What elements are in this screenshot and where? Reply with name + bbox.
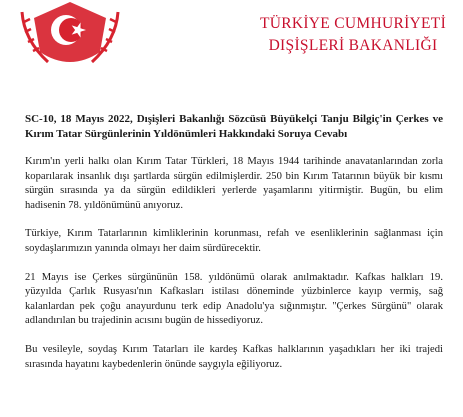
document-title: SC-10, 18 Mayıs 2022, Dışişleri Bakanlığı Sözcüsü Büyükelçi Tanju Bilgiç'in Çerkes ve Kırım Tatar Sürgünlerinin Yıldönümleri Hakkındaki Soruya Cevabı <box>25 113 443 140</box>
letterhead <box>0 0 463 92</box>
turkish-ministry-emblem-icon <box>14 0 126 72</box>
paragraph-1: Kırım'ın yerli halkı olan Kırım Tatar Türkleri, 18 Mayıs 1944 tarihinde anavatanlarından zorla koparılarak insanlık dışı şartlarda sürgün edilmişlerdir. 250 bin Kırım Tatarının büyük bir kısmı sürgün sırasında ya da sürgün edildikleri yerlerde yaşamlarını yitirmiştir. Bugün, bu elim hadisenin 78. yıldönümünü anıyoruz. <box>25 156 443 211</box>
ministry-name <box>258 13 448 57</box>
document-body <box>25 112 443 386</box>
paragraph-4: Bu vesileyle, soydaş Kırım Tatarları ile kardeş Kafkas halklarının yaşadıkları her iki trajedi sırasında hayatını kaybedenlerin önünde saygıyla eğiliyoruz. <box>25 343 443 370</box>
ministry-name-line1: TÜRKİYE CUMHURİYETİ <box>259 15 447 32</box>
paragraph-2: Türkiye, Kırım Tatarlarının kimliklerinin korunması, refah ve esenliklerinin sağlanması için soydaşlarımızın yanında olmayı her daim sürdürecektir. <box>25 228 443 254</box>
paragraph-3: 21 Mayıs ise Çerkes sürgününün 158. yıldönümü olarak anılmaktadır. Kafkas halkları 19. yüzyılda Çarlık Rusyası'nın Kafkasları istilası döneminde yüzbinlerce kayıp vermiş, sağ kalanlardan pek çoğu anayurdunu terk edip Anadolu'ya sığınmıştır. "Çerkes Sürgünü" olarak adlandırılan bu trajedinin acısını bugün de hissediyoruz. <box>25 271 443 327</box>
ministry-name-line2: DIŞİŞLERİ BAKANLIĞI <box>268 37 438 54</box>
